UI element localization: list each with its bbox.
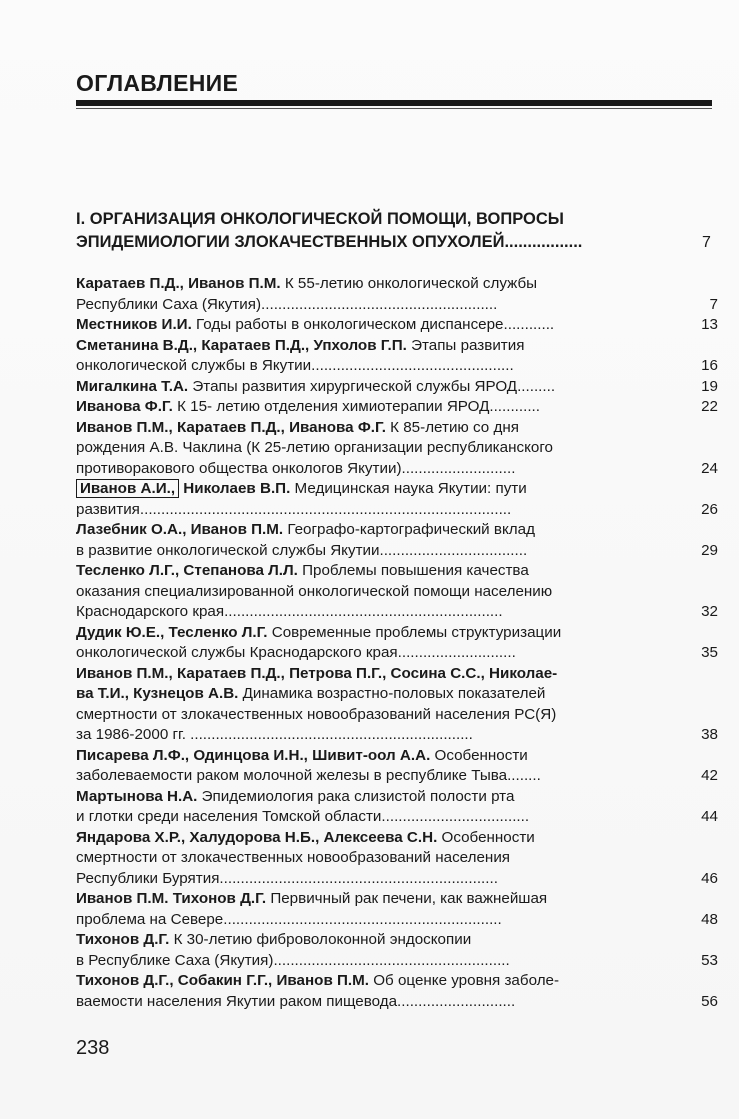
entry-authors: Сметанина В.Д., Каратаев П.Д., Упхолов Г.П. xyxy=(76,336,407,354)
entry-title-text: развития........................................................................................ xyxy=(76,500,512,518)
entry-title-text: смертности от злокачественных новообразований населения xyxy=(76,849,511,866)
toc-entry-line xyxy=(76,766,676,787)
toc-entry xyxy=(76,397,722,418)
section-title-line-1: I. ОРГАНИЗАЦИЯ ОНКОЛОГИЧЕСКОЙ ПОМОЩИ, ВОПРОСЫ xyxy=(76,210,564,228)
toc-entry xyxy=(76,889,722,930)
toc-entry xyxy=(76,336,722,377)
toc-entry-line xyxy=(76,274,676,295)
entry-authors: Иванов П.М. Тихонов Д.Г. xyxy=(76,890,267,907)
entry-title-text: проблема на Севере.................................................................. xyxy=(76,910,502,928)
toc-entry-line xyxy=(76,869,676,890)
toc-entry-line xyxy=(76,623,676,644)
toc-entry-line xyxy=(76,438,676,459)
toc-entry-line xyxy=(76,582,676,603)
toc-entry-line xyxy=(76,520,676,541)
toc-entry-line xyxy=(76,910,676,931)
toc-entry-line xyxy=(76,664,676,685)
toc-entry-line xyxy=(76,684,676,705)
toc-entry-line xyxy=(76,828,676,849)
footer-page-number: 238 xyxy=(76,1037,110,1059)
toc-entry xyxy=(76,561,722,623)
entry-page-number: 24 xyxy=(701,459,718,477)
toc-entry xyxy=(76,520,722,561)
title-rule-thick xyxy=(76,100,712,106)
toc-entry xyxy=(76,930,722,971)
toc-entry-line xyxy=(76,500,676,521)
toc-entry-line xyxy=(76,602,676,623)
entry-title-text: оказания специализированной онкологической помощи населению xyxy=(76,582,553,600)
entry-page-number: 46 xyxy=(701,869,718,887)
toc-entry-line xyxy=(76,807,676,828)
entry-page-number: 53 xyxy=(701,951,718,969)
entry-title-text: Современные проблемы структуризации xyxy=(267,623,562,641)
toc-entry xyxy=(76,623,722,664)
entry-page-number: 16 xyxy=(701,357,718,374)
entry-authors: Иванова Ф.Г. xyxy=(76,398,173,415)
entry-authors: Иванов П.М., Каратаев П.Д., Иванова Ф.Г. xyxy=(76,418,386,436)
entry-title-text: Этапы развития хирургической службы ЯРОД......... xyxy=(188,377,556,395)
toc-entry xyxy=(76,315,722,336)
entry-title-text: К 30-летию фиброволоконной эндоскопии xyxy=(169,931,472,948)
toc-entry-line xyxy=(76,541,676,562)
toc-entry-line xyxy=(76,356,676,377)
entry-authors: Николаев В.П. xyxy=(179,480,291,497)
toc-entry xyxy=(76,664,722,746)
entry-title-text: Первичный рак печени, как важнейшая xyxy=(266,890,548,907)
title-rule-thin xyxy=(76,108,712,109)
toc-entry-line xyxy=(76,787,676,808)
entry-title-text: К 55-летию онкологической службы xyxy=(280,275,538,292)
entry-title-text: Проблемы повышения качества xyxy=(297,562,529,579)
toc-entry-line xyxy=(76,992,676,1013)
entry-title-text: Эпидемиология рака слизистой полости рта xyxy=(197,787,515,805)
toc-entry-line xyxy=(76,315,676,336)
entry-title-text: в Республике Саха (Якутия)........................................................ xyxy=(76,951,510,969)
section-page-number: 7 xyxy=(702,234,711,251)
toc-entry xyxy=(76,746,722,787)
entry-authors: Писарева Л.Ф., Одинцова И.Н., Шивит-оол А.А. xyxy=(76,746,431,764)
toc-entry xyxy=(76,377,722,398)
toc-entry-line xyxy=(76,930,676,951)
entry-authors: Мигалкина Т.А. xyxy=(76,377,189,395)
toc-entry xyxy=(76,971,722,1012)
toc-entry-line xyxy=(76,336,676,357)
entry-title-text: в развитие онкологической службы Якутии................................... xyxy=(76,541,528,559)
toc-entry-line xyxy=(76,295,676,316)
entry-page-number: 19 xyxy=(701,377,718,395)
toc-entry-line xyxy=(76,725,676,746)
entry-page-number: 22 xyxy=(701,398,718,415)
entry-page-number: 13 xyxy=(701,316,718,333)
toc-entry xyxy=(76,828,722,890)
section-heading xyxy=(76,208,636,254)
toc-entries xyxy=(76,274,722,1012)
toc-entry-line xyxy=(76,705,676,726)
toc-entry-line xyxy=(76,971,676,992)
entry-title-text: Медицинская наука Якутии: пути xyxy=(290,480,527,497)
entry-title-text: Особенности xyxy=(437,828,535,846)
entry-title-text: ваемости населения Якутии раком пищевода............................ xyxy=(76,992,516,1010)
entry-title-text: противоракового общества онкологов Якутии)........................... xyxy=(76,459,516,477)
entry-title-text: Краснодарского края.................................................................. xyxy=(76,603,503,620)
toc-entry-line xyxy=(76,746,676,767)
entry-page-number: 7 xyxy=(709,295,718,313)
toc-entry-line xyxy=(76,643,676,664)
entry-title-text: смертности от злокачественных новообразований населения РС(Я) xyxy=(76,705,557,723)
toc-entry xyxy=(76,479,722,520)
toc-entry-line xyxy=(76,397,676,418)
entry-page-number: 29 xyxy=(701,541,718,559)
entry-title-text: заболеваемости раком молочной железы в республике Тыва........ xyxy=(76,767,541,784)
entry-page-number: 32 xyxy=(701,603,718,620)
entry-page-number: 48 xyxy=(701,910,718,928)
entry-authors: Иванов П.М., Каратаев П.Д., Петрова П.Г., Сосина С.С., Николае- xyxy=(76,664,558,682)
entry-page-number: 38 xyxy=(701,726,718,743)
entry-title-text: Годы работы в онкологическом диспансере............ xyxy=(191,316,555,333)
entry-title-text: К 85-летию со дня xyxy=(385,418,519,436)
entry-authors: Дудик Ю.Е., Тесленко Л.Г. xyxy=(76,623,268,641)
entry-title-text: Географо-картографический вклад xyxy=(283,521,535,538)
entry-title-text: рождения А.В. Чаклина (К 25-летию организации республиканского xyxy=(76,439,554,456)
toc-entry-line xyxy=(76,418,676,439)
entry-title-text: за 1986-2000 гг. ................................................................... xyxy=(76,726,473,743)
toc-entry-line xyxy=(76,951,676,972)
entry-title-text: Республики Саха (Якутия)........................................................ xyxy=(76,295,498,313)
entry-authors: ва Т.И., Кузнецов А.В. xyxy=(76,685,239,702)
toc-entry-line xyxy=(76,459,676,480)
entry-page-number: 35 xyxy=(701,644,718,661)
entry-title-text: онкологической службы в Якутии................................................ xyxy=(76,357,514,374)
entry-authors: Мартынова Н.А. xyxy=(76,787,198,805)
entry-title-text: онкологической службы Краснодарского края............................ xyxy=(76,644,516,661)
entry-title-text: Республики Бурятия.................................................................. xyxy=(76,869,498,887)
toc-entry xyxy=(76,787,722,828)
toc-entry-line xyxy=(76,848,676,869)
entry-page-number: 42 xyxy=(701,767,718,784)
toc-entry-line xyxy=(76,479,676,500)
toc-entry xyxy=(76,418,722,480)
section-title-line-2: ЭПИДЕМИОЛОГИИ ЗЛОКАЧЕСТВЕННЫХ ОПУХОЛЕЙ................. xyxy=(76,233,583,251)
entry-title-text: Этапы развития xyxy=(406,336,525,354)
entry-title-text: Об оценке уровня заболе- xyxy=(369,972,560,989)
toc-entry-line xyxy=(76,889,676,910)
entry-authors: Тесленко Л.Г., Степанова Л.Л. xyxy=(76,562,298,579)
entry-title-text: Особенности xyxy=(430,746,528,764)
entry-page-number: 26 xyxy=(701,500,718,518)
entry-authors: Местников И.И. xyxy=(76,316,192,333)
entry-title-text: К 15- летию отделения химиотерапии ЯРОД............ xyxy=(172,398,540,415)
entry-authors: Тихонов Д.Г., Собакин Г.Г., Иванов П.М. xyxy=(76,972,370,989)
entry-title-text: и глотки среди населения Томской области................................... xyxy=(76,808,530,825)
entry-title-text: Динамика возрастно-половых показателей xyxy=(238,685,546,702)
entry-authors: Лазебник О.А., Иванов П.М. xyxy=(76,521,284,538)
entry-page-number: 44 xyxy=(701,808,718,825)
entry-authors: Иванов А.И., xyxy=(76,479,179,498)
toc-entry-line xyxy=(76,561,676,582)
entry-authors: Каратаев П.Д., Иванов П.М. xyxy=(76,275,281,292)
toc-entry-line xyxy=(76,377,676,398)
entry-page-number: 56 xyxy=(701,992,718,1010)
entry-authors: Яндарова Х.Р., Халудорова Н.Б., Алексеева С.Н. xyxy=(76,828,438,846)
toc-entry xyxy=(76,274,722,315)
entry-authors: Тихонов Д.Г. xyxy=(76,931,170,948)
page-title: ОГЛАВЛЕНИЕ xyxy=(76,70,239,96)
